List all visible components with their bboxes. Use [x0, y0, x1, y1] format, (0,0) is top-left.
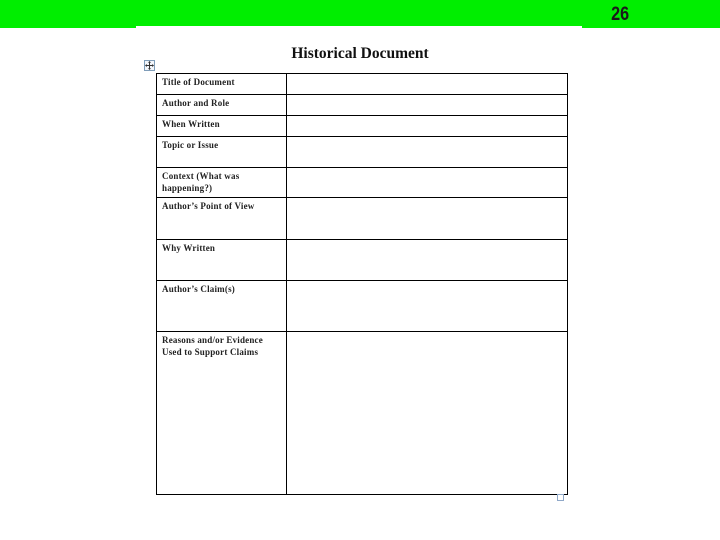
row-label-context: Context (What was happening?) — [157, 168, 287, 198]
table-resize-icon[interactable] — [557, 494, 564, 501]
historical-document-table — [156, 73, 568, 495]
row-label-title-of-document: Title of Document — [157, 74, 287, 95]
row-value-topic-or-issue[interactable] — [287, 137, 568, 168]
table-row — [157, 332, 568, 495]
row-value-reasons-evidence[interactable] — [287, 332, 568, 495]
table-row — [157, 281, 568, 332]
row-label-author-and-role: Author and Role — [157, 95, 287, 116]
row-label-authors-point-of-view: Author’s Point of View — [157, 198, 287, 240]
row-label-when-written: When Written — [157, 116, 287, 137]
row-value-why-written[interactable] — [287, 240, 568, 281]
row-label-reasons-evidence: Reasons and/or Evidence Used to Support Claims — [157, 332, 287, 495]
page-number: 26 — [611, 4, 629, 25]
table-row — [157, 137, 568, 168]
row-value-title-of-document[interactable] — [287, 74, 568, 95]
row-value-when-written[interactable] — [287, 116, 568, 137]
table-row — [157, 198, 568, 240]
table-row — [157, 240, 568, 281]
table-row — [157, 95, 568, 116]
row-label-why-written: Why Written — [157, 240, 287, 281]
row-value-authors-claims[interactable] — [287, 281, 568, 332]
table-row — [157, 74, 568, 95]
row-value-context[interactable] — [287, 168, 568, 198]
row-label-authors-claims: Author’s Claim(s) — [157, 281, 287, 332]
banner-gap — [136, 26, 582, 30]
row-value-author-and-role[interactable] — [287, 95, 568, 116]
row-value-authors-point-of-view[interactable] — [287, 198, 568, 240]
table-row — [157, 116, 568, 137]
row-label-topic-or-issue: Topic or Issue — [157, 137, 287, 168]
document-title: Historical Document — [291, 45, 429, 62]
table-move-icon[interactable] — [144, 60, 155, 71]
table-row — [157, 168, 568, 198]
